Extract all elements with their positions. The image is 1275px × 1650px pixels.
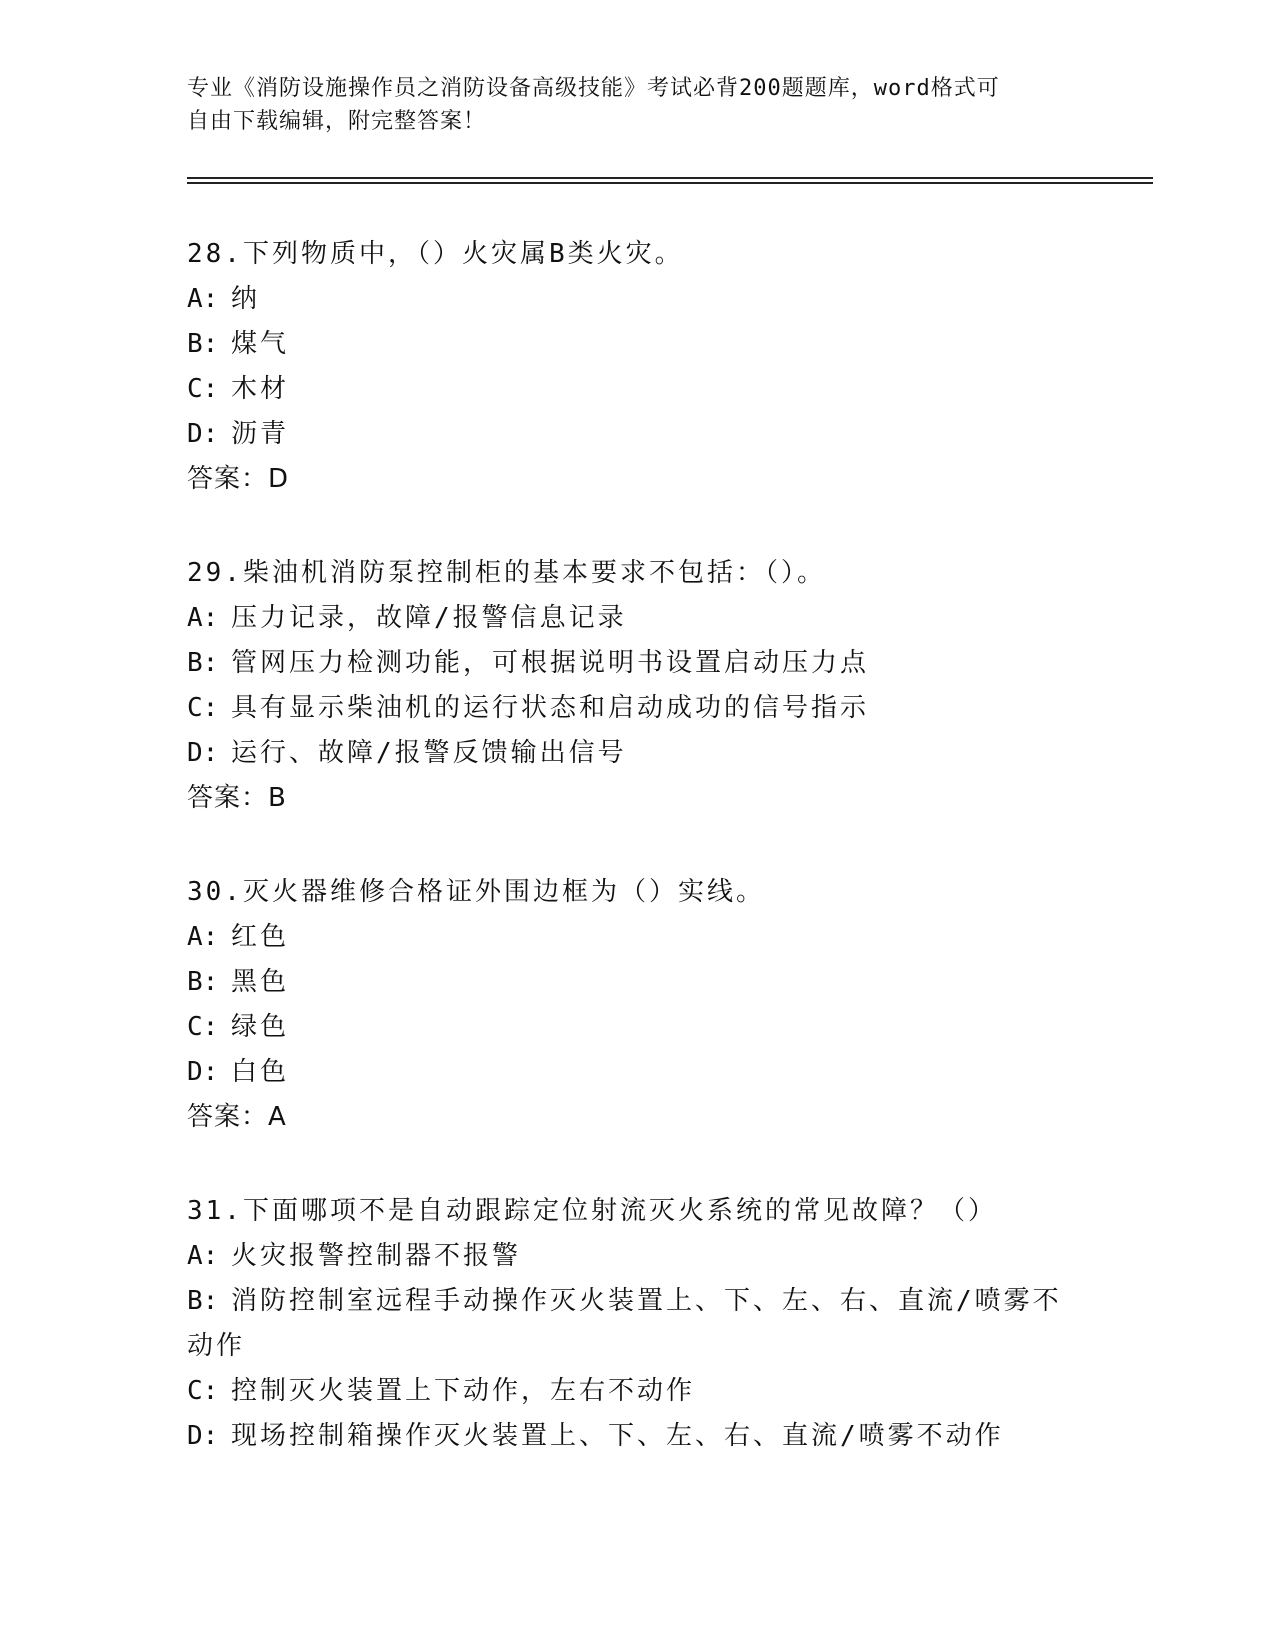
option-a xyxy=(187,1234,1087,1279)
option-text: 木材 xyxy=(231,374,290,404)
option-text: 压力记录，故障/报警信息记录 xyxy=(231,603,627,633)
option-label: A: xyxy=(187,284,219,314)
header-line-2: 自由下载编辑，附完整答案！ xyxy=(187,109,487,134)
option-c xyxy=(187,367,1087,412)
option-text: 沥青 xyxy=(231,419,290,449)
option-b xyxy=(187,322,1087,367)
option-b xyxy=(187,960,1087,1005)
question-28 xyxy=(187,232,1087,502)
option-label: D: xyxy=(187,738,219,768)
option-a xyxy=(187,915,1087,960)
option-c xyxy=(187,1005,1087,1050)
option-label: A: xyxy=(187,603,219,633)
answer: 答案：B xyxy=(187,783,287,813)
question-29 xyxy=(187,551,1087,821)
header-divider-bottom xyxy=(187,182,1153,184)
option-label: A: xyxy=(187,922,219,952)
question-stem: 30.灭火器维修合格证外围边框为（）实线。 xyxy=(187,877,765,907)
question-stem: 31.下面哪项不是自动跟踪定位射流灭火系统的常见故障？（） xyxy=(187,1196,997,1226)
option-d xyxy=(187,412,1087,457)
question-stem: 29.柴油机消防泵控制柜的基本要求不包括：（）。 xyxy=(187,558,826,588)
option-label: D: xyxy=(187,1421,219,1451)
option-label: C: xyxy=(187,1376,219,1406)
option-text: 绿色 xyxy=(231,1012,290,1042)
option-label: B: xyxy=(187,1286,219,1316)
option-label: D: xyxy=(187,1057,219,1087)
option-text: 具有显示柴油机的运行状态和启动成功的信号指示 xyxy=(231,693,870,723)
option-text: 红色 xyxy=(231,922,290,952)
option-b-continued: 动作 xyxy=(187,1331,246,1361)
option-text: 管网压力检测功能，可根据说明书设置启动压力点 xyxy=(231,648,870,678)
option-text: 火灾报警控制器不报警 xyxy=(231,1241,522,1271)
option-label: C: xyxy=(187,1012,219,1042)
option-label: B: xyxy=(187,329,219,359)
question-stem: 28.下列物质中，（）火灾属B类火灾。 xyxy=(187,239,684,269)
option-c xyxy=(187,686,1087,731)
document-header xyxy=(187,72,1067,138)
option-label: B: xyxy=(187,648,219,678)
option-d xyxy=(187,1050,1087,1095)
option-a xyxy=(187,277,1087,322)
header-divider-top xyxy=(187,177,1153,179)
option-b xyxy=(187,641,1087,686)
option-d xyxy=(187,1414,1087,1459)
option-text: 消防控制室远程手动操作灭火装置上、下、左、右、直流/喷雾不 xyxy=(231,1286,1062,1316)
option-b xyxy=(187,1279,1087,1324)
question-30 xyxy=(187,870,1087,1140)
question-31 xyxy=(187,1189,1087,1459)
option-text: 运行、故障/报警反馈输出信号 xyxy=(231,738,627,768)
option-d xyxy=(187,731,1087,776)
option-text: 白色 xyxy=(231,1057,290,1087)
option-c xyxy=(187,1369,1087,1414)
option-label: C: xyxy=(187,693,219,723)
option-label: A: xyxy=(187,1241,219,1271)
option-a xyxy=(187,596,1087,641)
header-line-1: 专业《消防设施操作员之消防设备高级技能》考试必背200题题库，word格式可 xyxy=(187,76,1000,101)
option-text: 现场控制箱操作灭火装置上、下、左、右、直流/喷雾不动作 xyxy=(231,1421,1004,1451)
option-label: C: xyxy=(187,374,219,404)
option-label: D: xyxy=(187,419,219,449)
option-text: 煤气 xyxy=(231,329,290,359)
answer: 答案：D xyxy=(187,464,290,494)
option-text: 黑色 xyxy=(231,967,290,997)
option-text: 纳 xyxy=(231,284,261,314)
answer: 答案：A xyxy=(187,1102,287,1132)
option-text: 控制灭火装置上下动作，左右不动作 xyxy=(231,1376,696,1406)
option-label: B: xyxy=(187,967,219,997)
